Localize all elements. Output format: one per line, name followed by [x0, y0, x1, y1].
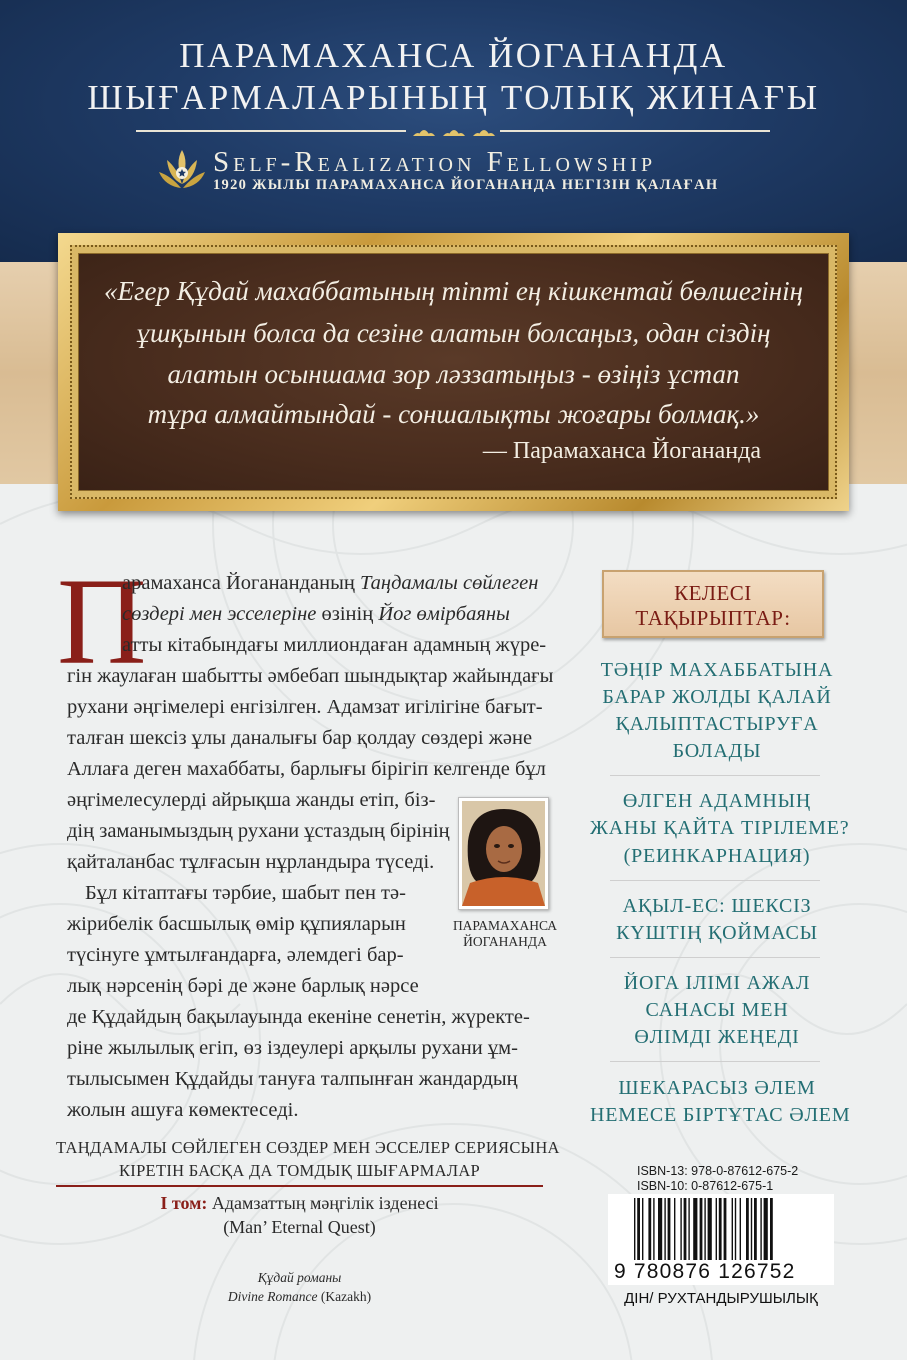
body-text-line: Аллаға деген махаббаты, барлығы бірігіп келгенде бұл	[67, 758, 546, 780]
topic-line: НЕМЕСЕ БІРТҰТАС ӘЛЕМ	[590, 1104, 851, 1126]
portrait-caption: ЙОГАНАНДА	[463, 934, 547, 949]
body-text-line: талған шексіз ұлы даналығы бар қолдау сөздері және	[67, 727, 533, 749]
drop-cap: П	[57, 553, 147, 690]
volume-entry	[56, 1193, 543, 1214]
topic-line: (РЕИНКАРНАЦИЯ)	[623, 845, 811, 867]
series-divider	[56, 1185, 543, 1187]
body-text-line: де Құдайдың бақылауында екеніне сенетін, жүректе-	[67, 1006, 530, 1028]
volume-label: І том:	[160, 1193, 208, 1213]
topic-line: БАРАР ЖОЛДЫ ҚАЛАЙ	[602, 686, 832, 708]
topic-divider	[610, 775, 820, 776]
volume-title: Адамзаттың мәңгілік ізденесі	[211, 1193, 439, 1213]
body-text-line: атты кітабындағы миллиондаған адамның жүре-	[122, 634, 547, 656]
topic-line: ӨЛІМДІ ЖЕҢЕДІ	[634, 1026, 800, 1048]
topic-line: ШЕКАРАСЫЗ ӘЛЕМ	[618, 1077, 816, 1099]
topic-line: ҚАЛЫПТАСТЫРУҒА	[615, 713, 819, 735]
quote-line: тұра алмайтындай - соншалықты жоғары болмақ.»	[147, 399, 760, 429]
collection-title-line-2: ШЫҒАРМАЛАРЫНЫҢ ТОЛЫҚ ЖИНАҒЫ	[87, 78, 820, 117]
isbn-13: ISBN-13: 978-0-87612-675-2	[637, 1164, 799, 1178]
body-text-line: әңгімелесулерді айрықша жанды етіп, біз-	[67, 789, 436, 811]
body-text-line: түсінуге ұмтылғандарға, әлемдегі бар-	[67, 944, 404, 966]
body-text-line: жірибелік басшылық өмір құпияларын	[67, 913, 406, 935]
series-heading-line: КІРЕТІН БАСҚА ДА ТОМДЫҚ ШЫҒАРМАЛАР	[118, 1161, 481, 1180]
book-title-imprint: Құдай романы	[257, 1270, 342, 1285]
body-text-line: қайталанбас тұлғасын нұрландыра түседі.	[67, 851, 435, 873]
body-text-line: рухани әңгімелері енгізілген. Адамзат игілігіне бағыт-	[67, 696, 543, 718]
topic-line: ӨЛГЕН АДАМНЫҢ	[622, 790, 812, 812]
collection-title-line-1: ПАРАМАХАНСА ЙОГАНАНДА	[179, 36, 728, 75]
topic-line: БОЛАДЫ	[672, 740, 762, 762]
body-text-line: арамаханса Йогананданың Таңдамалы сөйлеген	[122, 572, 539, 594]
topic-line: ЖАНЫ ҚАЙТА ТІРІЛЕМЕ?	[590, 817, 850, 839]
topics-heading-line: ТАҚЫРЫПТАР:	[635, 606, 791, 630]
quote-line: ұшқынын болса да сезіне алатын болсаңыз, одан сіздің	[136, 318, 771, 348]
lotus-ornament-icon	[410, 120, 498, 140]
body-text-line: Бұл кітаптағы тәрбие, шабыт пен тә-	[85, 882, 406, 904]
volume-title-english: (Man’ Eternal Quest)	[223, 1217, 376, 1237]
quote-attribution: — Парамаханса Йогананда	[482, 438, 761, 464]
body-text-line: ріне жылылық егіп, өз іздеулері арқылы рухани ұм-	[67, 1037, 518, 1059]
topics-heading-line: КЕЛЕСІ	[674, 581, 752, 605]
quote-line: алатын осыншама зор ләззатыңыз - өзіңіз ұстап	[167, 359, 740, 389]
barcode-digits: 9 780876 126752	[614, 1260, 796, 1283]
body-text-line: сөздері мен эсселеріне өзінің Йог өмірбаяны	[122, 603, 510, 625]
body-text-line: гін жаулаған шабытты әмбебап шындықтар жайындағы	[67, 665, 554, 687]
topic-line: ТӘҢІР МАХАББАТЫНА	[600, 659, 834, 681]
publisher-name: Self-Realization Fellowship	[213, 146, 657, 178]
isbn-10: ISBN-10: 0-87612-675-1	[637, 1179, 774, 1193]
topic-line: ЙОГА ІЛІМІ АЖАЛ	[623, 972, 811, 994]
srf-lotus-emblem-icon	[155, 146, 209, 196]
body-text-line: тылысымен Құдайды тануға талпынған жандардың	[67, 1068, 518, 1090]
body-text-line: лық нәрсенің бәрі де және барлық нәрсе	[67, 975, 419, 997]
topic-line: КҮШТІҢ ҚОЙМАСЫ	[616, 922, 818, 944]
body-text-line: жолын ашуға көмектеседі.	[67, 1099, 299, 1121]
series-heading-line: ТАҢДАМАЛЫ СӨЙЛЕГЕН СӨЗДЕР МЕН ЭССЕЛЕР СЕРИЯСЫНА	[56, 1138, 560, 1157]
topic-divider	[610, 1061, 820, 1062]
title-divider-left	[136, 130, 406, 132]
book-title-imprint-english: Divine Romance (Kazakh)	[227, 1289, 372, 1304]
portrait-caption: ПАРАМАХАНСА	[452, 918, 558, 933]
body-text-line: дің заманымыздың рухани ұстаздың бірінің	[67, 820, 450, 842]
subject-category: ДІН/ РУХТАНДЫРУШЫЛЫҚ	[624, 1290, 818, 1307]
title-divider-right	[500, 130, 770, 132]
topic-line: АҚЫЛ-ЕС: ШЕКСІЗ	[622, 895, 812, 917]
topic-divider	[610, 880, 820, 881]
author-portrait	[458, 797, 549, 910]
publisher-founding-note: 1920 ЖЫЛЫ ПАРАМАХАНСА ЙОГАНАНДА НЕГІЗІН ҚАЛАҒАН	[213, 177, 719, 193]
topic-line: САНАСЫ МЕН	[645, 999, 789, 1021]
topic-divider	[610, 957, 820, 958]
author-photo-image	[462, 801, 545, 906]
barcode-icon	[632, 1198, 826, 1268]
quote-line: «Егер Құдай махаббатының тіпті ең кішкентай бөлшегінің	[103, 276, 804, 306]
